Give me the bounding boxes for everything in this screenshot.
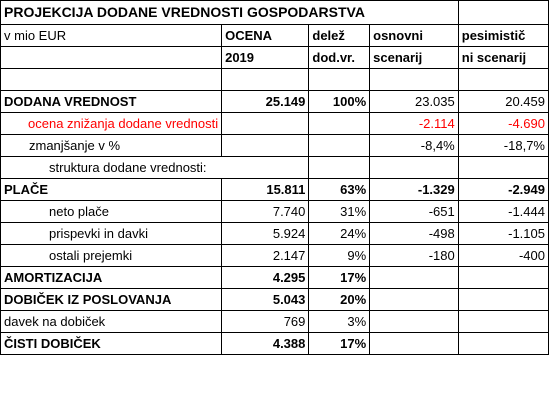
col-osnovni-header: osnovni xyxy=(370,25,459,47)
table-row xyxy=(1,201,549,223)
value-ocena: 4.295 xyxy=(222,267,309,289)
value-osnovni: -2.114 xyxy=(370,113,459,135)
table-row xyxy=(1,267,549,289)
row-label: PLAČE xyxy=(1,179,222,201)
table-row xyxy=(1,157,549,179)
value-ocena: 7.740 xyxy=(222,201,309,223)
value-ocena: 769 xyxy=(222,311,309,333)
row-label: AMORTIZACIJA xyxy=(1,267,222,289)
value-delez: 17% xyxy=(309,333,370,355)
empty-cell xyxy=(458,1,548,25)
value-delez: 31% xyxy=(309,201,370,223)
table-row xyxy=(1,91,549,113)
col-pesimisticni-sub: ni scenarij xyxy=(458,47,548,69)
row-label: ostali prejemki xyxy=(1,245,222,267)
row-label: struktura dodane vrednosti: xyxy=(1,157,309,179)
value-ocena: 5.924 xyxy=(222,223,309,245)
header-row-2 xyxy=(1,47,549,69)
value-ocena: 2.147 xyxy=(222,245,309,267)
title-row xyxy=(1,1,549,25)
value-delez: 9% xyxy=(309,245,370,267)
value-pesimisticni: -1.444 xyxy=(458,201,548,223)
row-label: ocena znižanja dodane vrednosti xyxy=(1,113,222,135)
col-osnovni-sub: scenarij xyxy=(370,47,459,69)
table-title: PROJEKCIJA DODANE VREDNOSTI GOSPODARSTVA xyxy=(1,1,459,25)
value-osnovni: -8,4% xyxy=(370,135,459,157)
row-label: DOBIČEK IZ POSLOVANJA xyxy=(1,289,222,311)
row-label: prispevki in davki xyxy=(1,223,222,245)
row-label: davek na dobiček xyxy=(1,311,222,333)
value-pesimisticni: -400 xyxy=(458,245,548,267)
row-label: zmanjšanje v % xyxy=(1,135,222,157)
value-osnovni: -1.329 xyxy=(370,179,459,201)
value-ocena: 4.388 xyxy=(222,333,309,355)
col-pesimisticni-header: pesimistič xyxy=(458,25,548,47)
value-pesimisticni: -4.690 xyxy=(458,113,548,135)
unit-label: v mio EUR xyxy=(1,25,222,47)
row-label: ČISTI DOBIČEK xyxy=(1,333,222,355)
value-pesimisticni: -2.949 xyxy=(458,179,548,201)
table-row xyxy=(1,245,549,267)
value-delez: 100% xyxy=(309,91,370,113)
value-delez: 20% xyxy=(309,289,370,311)
value-ocena: 25.149 xyxy=(222,91,309,113)
value-ocena: 15.811 xyxy=(222,179,309,201)
value-osnovni: -180 xyxy=(370,245,459,267)
row-label: neto plače xyxy=(1,201,222,223)
table-row xyxy=(1,333,549,355)
col-delez-header: delež xyxy=(309,25,370,47)
col-ocena-header: OCENA xyxy=(222,25,309,47)
value-pesimisticni: -1.105 xyxy=(458,223,548,245)
table-row xyxy=(1,135,549,157)
value-delez: 24% xyxy=(309,223,370,245)
col-delez-sub: dod.vr. xyxy=(309,47,370,69)
value-delez: 63% xyxy=(309,179,370,201)
header-row-1 xyxy=(1,25,549,47)
value-pesimisticni: -18,7% xyxy=(458,135,548,157)
value-delez: 17% xyxy=(309,267,370,289)
value-osnovni: -498 xyxy=(370,223,459,245)
value-osnovni: 23.035 xyxy=(370,91,459,113)
value-osnovni: -651 xyxy=(370,201,459,223)
table-row xyxy=(1,179,549,201)
table-row xyxy=(1,113,549,135)
value-ocena: 5.043 xyxy=(222,289,309,311)
table-row xyxy=(1,289,549,311)
table-row xyxy=(1,223,549,245)
empty-cell xyxy=(1,47,222,69)
table-row xyxy=(1,311,549,333)
col-ocena-year: 2019 xyxy=(222,47,309,69)
value-delez: 3% xyxy=(309,311,370,333)
value-pesimisticni: 20.459 xyxy=(458,91,548,113)
blank-row xyxy=(1,69,549,91)
row-label: DODANA VREDNOST xyxy=(1,91,222,113)
